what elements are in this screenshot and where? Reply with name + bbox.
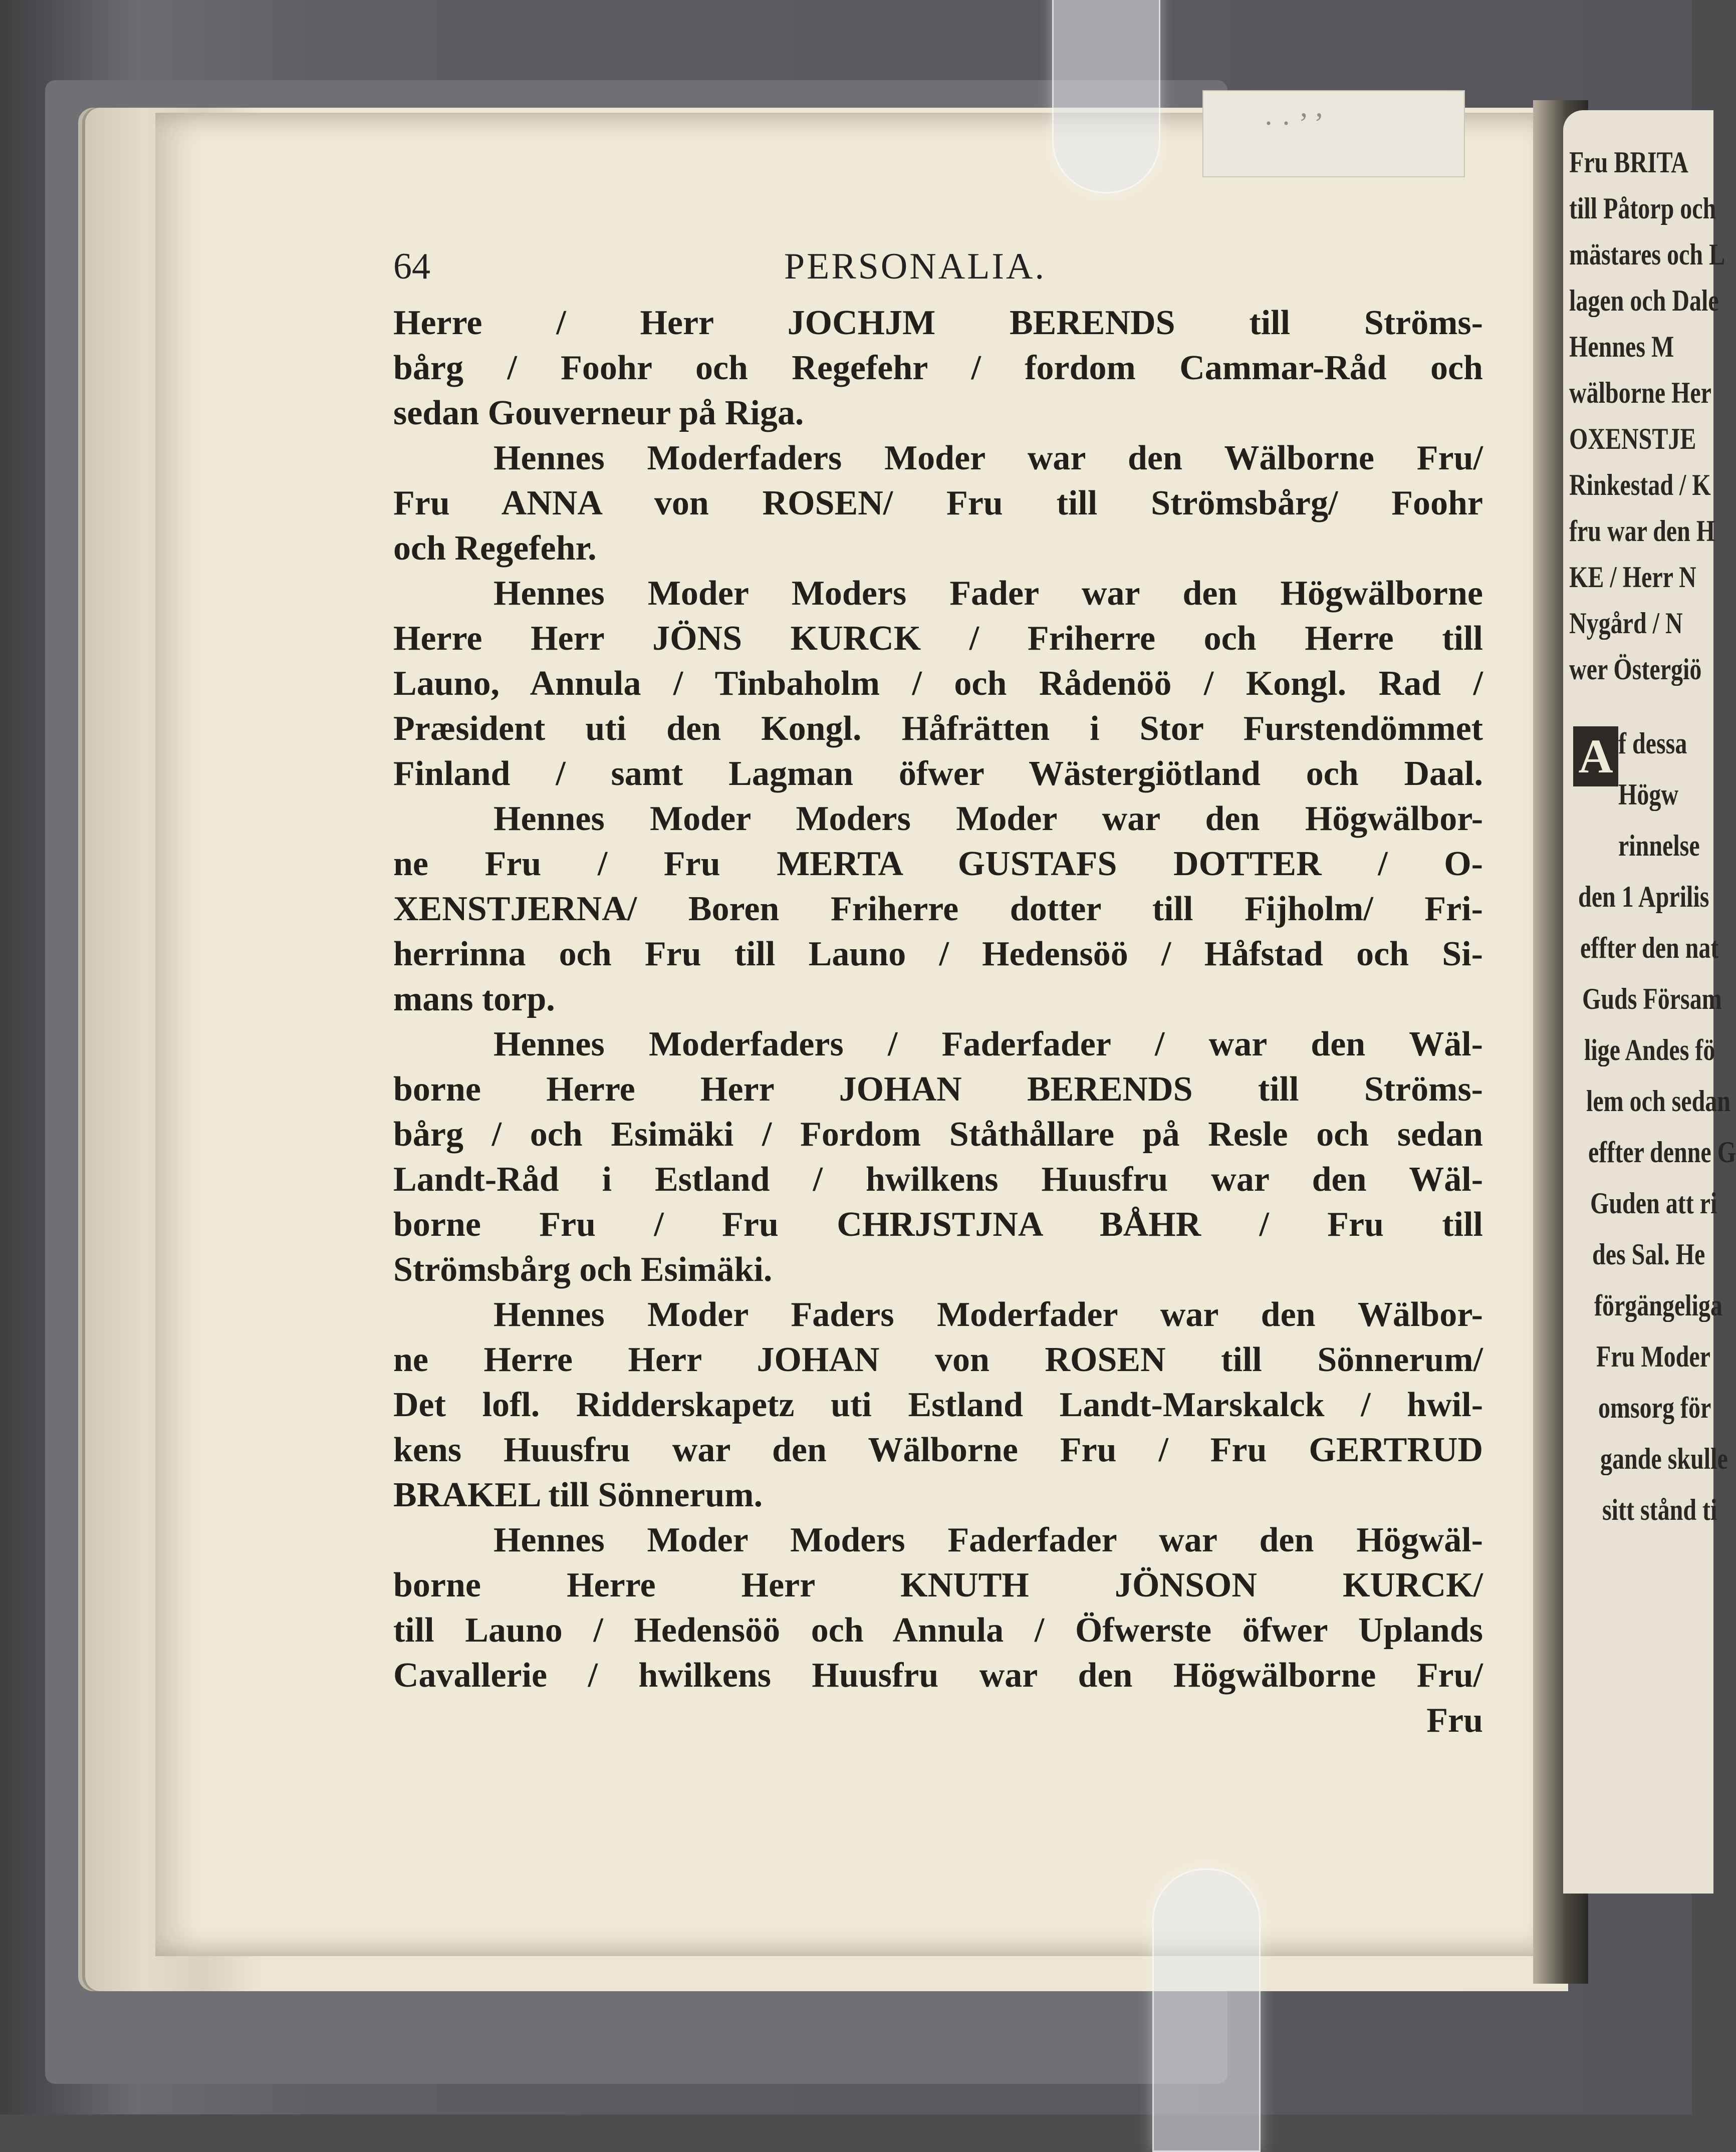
text-line: och Regefehr. <box>393 529 597 568</box>
text-line: bårg / och Esimäki / Fordom Ståthållare på Resle och sedan <box>393 1115 1483 1154</box>
text-line: Hennes Moder Moders Moder war den Högwälbor- <box>493 799 1483 838</box>
text-line: Cavallerie / hwilkens Huusfru war den Högwälborne Fru/ <box>393 1656 1483 1695</box>
text-line: borne Herre Herr JOHAN BERENDS till Ströms- <box>393 1070 1483 1109</box>
right-page-line: sitt stånd ti <box>1602 1493 1717 1526</box>
text-line: Hennes Moderfaders Moder war den Wälborne Fru/ <box>493 439 1483 477</box>
text-line: borne Herre Herr KNUTH JÖNSON KURCK/ <box>393 1566 1483 1604</box>
right-page-line: till Påtorp och <box>1569 192 1716 225</box>
text-line: sedan Gouverneur på Riga. <box>393 394 804 432</box>
right-page-line: lem och sedan <box>1586 1085 1730 1118</box>
right-page-line: Guds Försam <box>1582 982 1722 1015</box>
right-page-line: lige Andes fö <box>1584 1033 1715 1066</box>
catchword: Fru <box>1426 1701 1483 1740</box>
page-number: 64 <box>393 246 430 287</box>
text-line: XENSTJERNA/ Boren Friherre dotter till Fijholm/ Fri- <box>393 890 1483 928</box>
right-page-line: Rinkestad / K <box>1569 468 1711 501</box>
right-page-line: f dessa <box>1618 727 1687 760</box>
right-page-line: förgängeliga <box>1594 1289 1722 1322</box>
text-line: Herre / Herr JOCHJM BERENDS till Ströms- <box>393 304 1483 342</box>
right-page-line: Guden att ri <box>1590 1187 1717 1220</box>
text-line: Finland / samt Lagman öfwer Wästergiötland och Daal. <box>393 754 1483 793</box>
right-page-line: KE / Herr N <box>1569 561 1696 594</box>
text-line: Landt-Råd i Estland / hwilkens Huusfru war den Wäl- <box>393 1160 1483 1199</box>
right-page-line: Fru Moder <box>1596 1340 1710 1373</box>
right-page-line: rinnelse <box>1618 829 1700 862</box>
right-page-line: effter den nat <box>1580 931 1719 964</box>
text-line: kens Huusfru war den Wälborne Fru / Fru GERTRUD <box>393 1431 1483 1469</box>
text-line: BRAKEL till Sönnerum. <box>393 1476 763 1514</box>
text-line: ne Fru / Fru MERTA GUSTAFS DOTTER / O- <box>393 845 1483 883</box>
right-page-line: Nygård / N <box>1569 607 1683 640</box>
text-line: ne Herre Herr JOHAN von ROSEN till Sönnerum/ <box>393 1340 1483 1379</box>
right-page-line: den 1 Aprilis <box>1578 880 1709 913</box>
right-page-line: Hennes M <box>1569 330 1674 363</box>
right-page-line: Högw <box>1618 778 1678 811</box>
text-line: Hennes Moder Moders Faderfader war den Högwäl- <box>493 1521 1483 1559</box>
text-line: Det lofl. Ridderskapetz uti Estland Landt-Marskalck / hwil- <box>393 1386 1483 1424</box>
page-header <box>393 245 1491 296</box>
page-clip-top <box>1052 0 1160 193</box>
right-page-line: wälborne Her <box>1569 376 1711 409</box>
right-page-line: des Sal. He <box>1592 1238 1705 1271</box>
text-line: bårg / Foohr och Regefehr / fordom Cammar-Råd och <box>393 349 1483 387</box>
right-page-line: gande skulle <box>1600 1442 1728 1475</box>
page-clip-bottom <box>1152 1868 1261 2152</box>
decorated-initial: A <box>1573 726 1618 786</box>
text-line: till Launo / Hedensöö och Annula / Öfwerste öfwer Uplands <box>393 1611 1483 1650</box>
text-line: Herre Herr JÖNS KURCK / Friherre och Herre till <box>393 619 1483 658</box>
text-line: herrinna och Fru till Launo / Hedensöö / Håfstad och Si- <box>393 935 1483 973</box>
text-line: Launo, Annula / Tinbaholm / och Rådenöö / Kongl. Rad / <box>393 664 1483 703</box>
text-line: Hennes Moder Faders Moderfader war den Wälbor- <box>493 1295 1483 1334</box>
right-page <box>1563 110 1736 1894</box>
right-page-line: wer Östergiö <box>1569 653 1702 686</box>
body-text <box>393 301 1483 1743</box>
text-line: Hennes Moderfaders / Faderfader / war den Wäl- <box>493 1025 1483 1063</box>
right-page-line: lagen och Dale <box>1569 284 1719 317</box>
right-page-line: omsorg för <box>1598 1391 1711 1424</box>
tag-marks: · · ’ ’ <box>1264 107 1324 140</box>
text-line: Strömsbårg och Esimäki. <box>393 1250 773 1289</box>
text-line: mans torp. <box>393 980 555 1018</box>
right-page-line: fru war den H <box>1569 514 1715 548</box>
right-page-line: OXENSTJE <box>1569 422 1696 455</box>
text-line: Præsident uti den Kongl. Håfrätten i Stor Furstendömmet <box>393 709 1483 748</box>
right-page-line: effter denne G <box>1588 1136 1736 1169</box>
running-title: PERSONALIA. <box>784 246 1046 287</box>
text-line: Hennes Moder Moders Fader war den Högwälborne <box>493 574 1483 613</box>
right-page-line: Fru BRITA <box>1569 146 1688 179</box>
right-page-line: mästares och L <box>1569 238 1725 271</box>
text-line: Fru ANNA von ROSEN/ Fru till Strömsbårg/ Foohr <box>393 484 1483 522</box>
paper-tag <box>1202 90 1465 177</box>
text-line: borne Fru / Fru CHRJSTJNA BÅHR / Fru till <box>393 1205 1483 1244</box>
